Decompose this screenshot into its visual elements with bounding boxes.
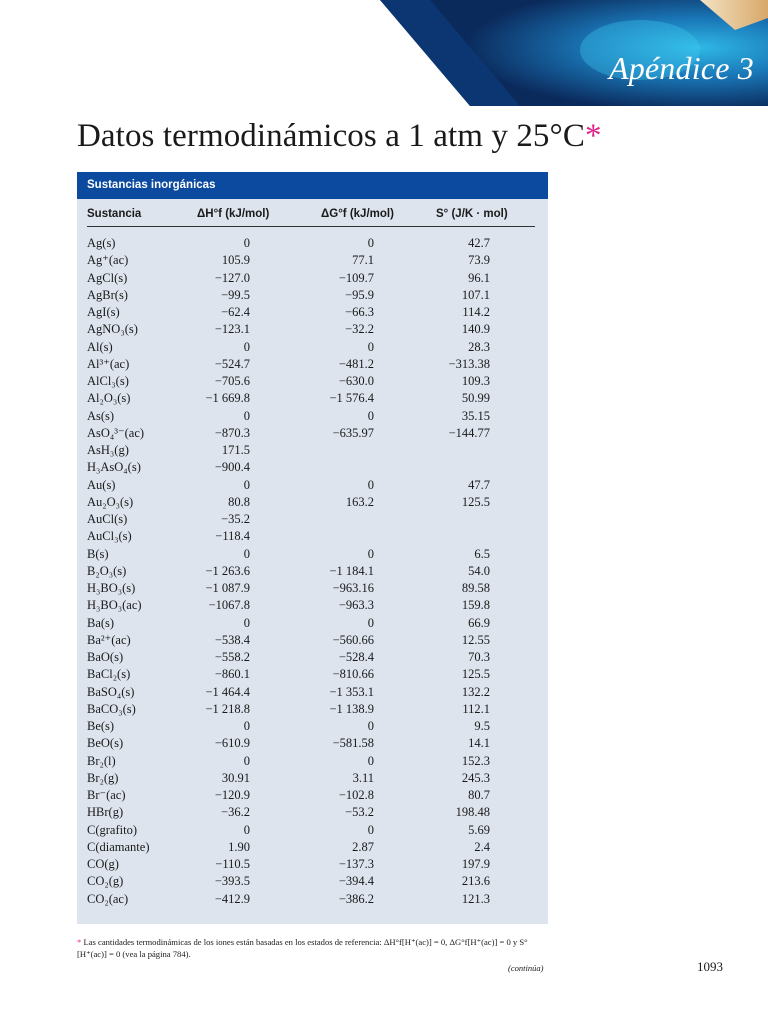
cell-sustancia: Ba²⁺(ac) (87, 632, 131, 647)
cell-sustancia: Ag⁺(ac) (87, 253, 129, 268)
cell-dh: 0 (243, 822, 250, 837)
title-footnote-marker: * (584, 118, 602, 154)
cell-sustancia: BaCO₃(s) (87, 701, 136, 716)
cell-dg: −810.66 (332, 667, 374, 682)
cell-s: 42.7 (468, 236, 490, 250)
cell-dh: −610.9 (214, 736, 250, 751)
table-row (77, 287, 548, 304)
cell-s: 197.9 (461, 857, 490, 871)
cell-dg: −394.4 (338, 874, 374, 889)
cell-sustancia: CO(g) (87, 857, 119, 871)
cell-dg: 0 (367, 719, 374, 733)
table-row (77, 856, 548, 873)
column-header-s: S° (J/K · mol) (436, 208, 508, 220)
table-row (77, 615, 548, 632)
table-row (77, 649, 548, 666)
cell-dh: 0 (243, 753, 250, 768)
cell-s: 73.9 (468, 253, 490, 268)
cell-dg: −630.0 (338, 374, 374, 388)
table-row (77, 873, 548, 890)
cell-dg: −109.7 (338, 270, 374, 285)
cell-s: 245.3 (461, 770, 490, 785)
cell-s: 152.3 (461, 753, 490, 768)
column-header-sustancia: Sustancia (87, 208, 142, 220)
cell-dh: −127.0 (214, 270, 250, 285)
cell-dh: −558.2 (214, 650, 250, 664)
cell-sustancia: H₃BO₃(s) (87, 581, 136, 595)
cell-s: 114.2 (462, 305, 490, 319)
table-row (77, 822, 548, 839)
table-row (77, 408, 548, 425)
cell-sustancia: BaCl₂(s) (87, 667, 131, 682)
cell-sustancia: Be(s) (87, 719, 115, 733)
header-banner (0, 0, 768, 106)
cell-s: 70.3 (468, 650, 490, 664)
cell-dh: 0 (243, 719, 250, 733)
cell-s: 6.5 (474, 546, 490, 561)
cell-dh: −123.1 (214, 322, 250, 337)
table-row (77, 321, 548, 338)
cell-dh: −705.6 (214, 374, 250, 388)
cell-dh: −1 218.8 (205, 701, 250, 716)
column-header-dh: ΔH°f (kJ/mol) (197, 208, 270, 220)
cell-s: 121.3 (461, 891, 490, 906)
cell-dg: −102.8 (338, 788, 374, 802)
cell-sustancia: AgI(s) (87, 305, 120, 319)
cell-dg: −66.3 (345, 305, 374, 319)
cell-dg: 0 (367, 236, 374, 250)
cell-dg: 0 (367, 339, 374, 354)
table-body (77, 235, 548, 908)
table-row (77, 580, 548, 597)
cell-s: 125.5 (461, 494, 490, 509)
cell-sustancia: As(s) (87, 408, 115, 423)
cell-dh: −110.5 (215, 857, 250, 871)
table-row (77, 304, 548, 321)
cell-dg: 77.1 (352, 253, 374, 268)
cell-sustancia: Al(s) (87, 339, 113, 354)
table-row (77, 787, 548, 804)
table-row (77, 252, 548, 269)
table-row (77, 546, 548, 563)
table-row (77, 270, 548, 287)
cell-s: 2.4 (474, 839, 490, 854)
cell-dh: −118.4 (215, 529, 250, 544)
table-section-title: Sustancias inorgánicas (77, 172, 548, 199)
cell-dh: −412.9 (214, 891, 250, 906)
cell-dg: −528.4 (338, 650, 374, 664)
cell-s: 140.9 (461, 322, 490, 337)
cell-dh: 0 (243, 339, 250, 354)
footnote-text: Las cantidades termodinámicas de los iones están basadas en los estados de referencia: ΔH°f[H⁺(ac)] = 0, ΔG°f[H⁺(ac)] = 0 y S°[H⁺(ac)] = 0 (vea la página 784). (77, 937, 528, 959)
cell-dg: −560.66 (332, 632, 374, 647)
table-row (77, 718, 548, 735)
table-row (77, 494, 548, 511)
footnote-marker: * (77, 937, 82, 947)
cell-dg: −581.58 (332, 736, 374, 751)
table-row (77, 770, 548, 787)
header-rule (87, 226, 535, 227)
cell-s: 198.48 (455, 805, 490, 820)
appendix-label: Apéndice 3 (608, 50, 754, 86)
cell-dh: 30.91 (221, 770, 250, 785)
cell-s: 96.1 (468, 270, 490, 285)
cell-sustancia: B₂O₃(s) (87, 563, 127, 578)
cell-dh: −524.7 (214, 356, 250, 371)
cell-dh: 1.90 (228, 839, 250, 854)
cell-dg: 0 (367, 408, 374, 423)
cell-sustancia: C(diamante) (87, 839, 150, 854)
cell-dh: −900.4 (214, 460, 250, 475)
cell-dh: −36.2 (221, 805, 250, 820)
cell-sustancia: H₃BO₃(ac) (87, 598, 142, 613)
cell-dh: −1067.8 (208, 598, 250, 613)
cell-dg: −963.16 (332, 581, 374, 595)
cell-dh: −1 669.8 (205, 391, 250, 406)
cell-dg: −95.9 (345, 287, 374, 302)
cell-dh: −870.3 (214, 425, 250, 440)
page-number: 1093 (697, 959, 723, 974)
page-title (77, 118, 602, 155)
cell-s: 47.7 (468, 477, 490, 492)
cell-s: 35.15 (461, 408, 490, 423)
table-row (77, 528, 548, 545)
cell-dg: 0 (367, 477, 374, 492)
cell-s: 89.58 (461, 581, 490, 595)
cell-sustancia: AgCl(s) (87, 270, 128, 285)
cell-dg: 3.11 (352, 770, 374, 785)
table-row (77, 477, 548, 494)
cell-dg: −635.97 (332, 425, 374, 440)
cell-s: 14.1 (468, 736, 490, 751)
cell-dg: −1 184.1 (329, 563, 374, 578)
thermo-table (77, 172, 548, 924)
table-row (77, 597, 548, 614)
cell-s: 50.99 (461, 391, 490, 406)
table-row (77, 632, 548, 649)
cell-dh: 105.9 (221, 253, 250, 268)
cell-dh: −1 263.6 (205, 563, 250, 578)
cell-sustancia: Au(s) (87, 477, 116, 492)
cell-dg: −481.2 (338, 356, 374, 371)
table-row (77, 701, 548, 718)
cell-sustancia: Br⁻(ac) (87, 788, 126, 802)
table-row (77, 459, 548, 476)
table-row (77, 390, 548, 407)
cell-dg: −963.3 (338, 598, 374, 613)
cell-dh: −62.4 (221, 305, 250, 319)
cell-dh: 0 (243, 546, 250, 561)
cell-sustancia: CO₂(g) (87, 874, 124, 889)
cell-dh: −120.9 (214, 788, 250, 802)
cell-sustancia: Al³⁺(ac) (87, 356, 130, 371)
cell-dg: 0 (367, 753, 374, 768)
table-row (77, 891, 548, 908)
cell-sustancia: HBr(g) (87, 805, 124, 820)
cell-s: 125.5 (461, 667, 490, 682)
cell-dh: −860.1 (214, 667, 250, 682)
cell-s: 28.3 (468, 339, 490, 354)
cell-sustancia: AuCl₃(s) (87, 529, 132, 544)
table-row (77, 425, 548, 442)
cell-dh: 0 (243, 408, 250, 423)
cell-sustancia: H₃AsO₄(s) (87, 460, 141, 475)
cell-dh: 171.5 (221, 443, 250, 457)
table-row (77, 235, 548, 252)
cell-dg: 2.87 (352, 839, 374, 854)
cell-dh: −35.2 (221, 512, 250, 526)
cell-s: 12.55 (461, 632, 490, 647)
cell-dg: −137.3 (338, 857, 374, 871)
cell-dh: 0 (243, 477, 250, 492)
table-row (77, 356, 548, 373)
cell-dg: −1 353.1 (329, 684, 374, 699)
cell-dg: −53.2 (345, 805, 374, 820)
table-row (77, 684, 548, 701)
continued-note: (continúa) (508, 963, 544, 973)
cell-dg: −1 576.4 (329, 391, 374, 406)
table-row (77, 735, 548, 752)
cell-s: 5.69 (468, 822, 490, 837)
cell-s: 107.1 (461, 287, 490, 302)
cell-sustancia: AlCl₃(s) (87, 374, 129, 388)
cell-sustancia: AsO₄³⁻(ac) (87, 425, 145, 440)
table-row (77, 666, 548, 683)
cell-s: 132.2 (461, 684, 490, 699)
cell-s: 159.8 (461, 598, 490, 613)
cell-sustancia: BaSO₄(s) (87, 684, 135, 699)
cell-dh: −1 464.4 (205, 684, 250, 699)
table-row (77, 511, 548, 528)
cell-sustancia: Ba(s) (87, 615, 115, 630)
table-row (77, 563, 548, 580)
table-header-row (77, 206, 548, 225)
cell-dh: −99.5 (221, 287, 250, 302)
cell-sustancia: BeO(s) (87, 736, 124, 751)
page-title-text: Datos termodinámicos a 1 atm y 25°C (77, 118, 585, 154)
cell-dg: 0 (367, 822, 374, 837)
cell-s: 66.9 (468, 615, 490, 630)
cell-sustancia: AgBr(s) (87, 287, 128, 302)
cell-dh: 0 (243, 236, 250, 250)
cell-dg: −1 138.9 (329, 701, 374, 716)
cell-sustancia: CO₂(ac) (87, 891, 129, 906)
cell-s: 80.7 (468, 788, 490, 802)
cell-dg: 0 (367, 615, 374, 630)
cell-dh: 0 (243, 615, 250, 630)
cell-dh: 80.8 (228, 494, 250, 509)
cell-sustancia: Br₂(g) (87, 770, 119, 785)
cell-sustancia: C(grafito) (87, 822, 137, 837)
cell-sustancia: Br₂(l) (87, 753, 116, 768)
cell-dh: −393.5 (214, 874, 250, 889)
cell-s: 109.3 (461, 374, 490, 388)
cell-s: 9.5 (474, 719, 490, 733)
cell-sustancia: B(s) (87, 546, 109, 561)
cell-s: 112.1 (462, 701, 490, 716)
cell-dg: 163.2 (345, 494, 374, 509)
cell-dh: −1 087.9 (205, 581, 250, 595)
table-row (77, 753, 548, 770)
cell-s: −144.77 (448, 425, 490, 440)
cell-s: 54.0 (468, 563, 490, 578)
cell-sustancia: AgNO₃(s) (87, 322, 138, 337)
cell-sustancia: AuCl(s) (87, 512, 128, 526)
cell-sustancia: AsH₃(g) (87, 443, 129, 457)
table-row (77, 339, 548, 356)
cell-sustancia: Al₂O₃(s) (87, 391, 131, 406)
table-row (77, 373, 548, 390)
cell-s: 213.6 (461, 874, 490, 889)
cell-dg: −386.2 (338, 891, 374, 906)
table-row (77, 442, 548, 459)
cell-dg: −32.2 (345, 322, 374, 337)
table-row (77, 839, 548, 856)
cell-sustancia: BaO(s) (87, 650, 124, 664)
column-header-dg: ΔG°f (kJ/mol) (321, 208, 394, 220)
cell-sustancia: Ag(s) (87, 236, 116, 250)
cell-sustancia: Au₂O₃(s) (87, 494, 134, 509)
cell-dg: 0 (367, 546, 374, 561)
cell-dh: −538.4 (214, 632, 250, 647)
footnote (77, 936, 553, 960)
cell-s: −313.38 (448, 356, 490, 371)
table-row (77, 804, 548, 821)
